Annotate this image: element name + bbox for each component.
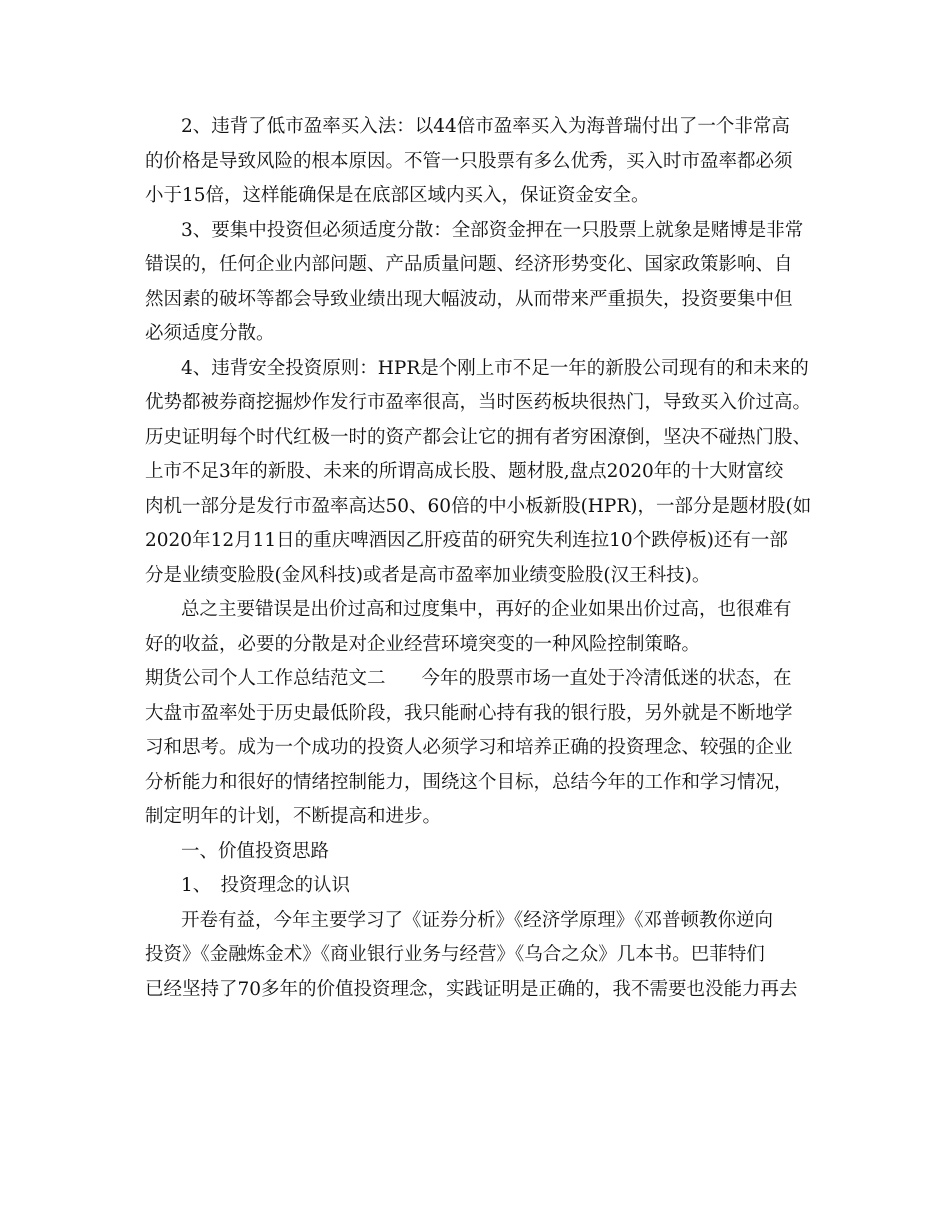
paragraph-line: 然因素的破坏等都会导致业绩出现大幅波动，从而带来严重损失，投资要集中但 [145, 288, 793, 310]
paragraph-line: 小于15倍，这样能确保是在底部区域内买入，保证资金安全。 [145, 185, 650, 206]
paragraph-line: 上市不足3年的新股、未来的所谓高成长股、题材股,盘点2020年的十大财富绞 [145, 461, 784, 482]
paragraph-line: 大盘市盈率处于历史最低阶段，我只能耐心持有我的银行股，另外就是不断地学 [145, 702, 793, 724]
paragraph-line: 分是业绩变脸股(金风科技)或者是高市盈率加业绩变脸股(汉王科技)。 [145, 564, 711, 586]
paragraph-line: 2、违背了低市盈率买入法：以44倍市盈率买入为海普瑞付出了一个非常高 [181, 116, 790, 137]
paragraph-line: 总之主要错误是出价过高和过度集中，再好的企业如果出价过高，也很难有 [181, 599, 792, 620]
paragraph-line: 肉机一部分是发行市盈率高达50、60倍的中小板新股(HPR)，一部分是题材股(如 [145, 495, 812, 517]
paragraph-line: 好的收益，必要的分散是对企业经营环境突变的一种风险控制策略。 [145, 633, 701, 655]
paragraph-line: 分析能力和很好的情绪控制能力，围绕这个目标，总结今年的工作和学习情况， [145, 771, 793, 793]
section-heading-title: 期货公司个人工作总结范文二 [145, 668, 386, 689]
paragraph-line: 习和思考。成为一个成功的投资人必须学习和培养正确的投资理念、较强的企业 [145, 737, 793, 758]
section-heading-line [145, 662, 810, 697]
paragraph-line: 已经坚持了70多年的价值投资理念，实践证明是正确的，我不需要也没能力再去 [145, 978, 798, 1000]
paragraph-line: 必须适度分散。 [145, 323, 275, 344]
paragraph-line: 4、违背安全投资原则：HPR是个刚上市不足一年的新股公司现有的和未来的 [181, 357, 809, 379]
paragraph-line: 投资》《金融炼金术》《商业银行业务与经营》《乌合之众》几本书。巴菲特们 [145, 944, 765, 965]
paragraph-line: 2020年12月11日的重庆啤酒因乙肝疫苗的研究失利连拉10个跌停板)还有一部 [145, 530, 788, 551]
paragraph-line: 制定明年的计划，不断提高和进步。 [145, 806, 442, 827]
document-body [145, 110, 810, 1007]
section-heading-continuation: 今年的股票市场一直处于冷清低迷的状态，在 [421, 668, 792, 689]
subheading-line: 1、 投资理念的认识 [181, 875, 351, 896]
subheading-line: 一、价值投资思路 [181, 840, 330, 862]
paragraph-line: 错误的，任何企业内部问题、产品质量问题、经济形势变化、国家政策影响、自 [145, 254, 793, 275]
paragraph-line: 历史证明每个时代红极一时的资产都会让它的拥有者穷困潦倒，坚决不碰热门股、 [145, 426, 812, 448]
paragraph-line: 优势都被券商挖掘炒作发行市盈率很高，当时医药板块很热门，导致买入价过高。 [145, 392, 812, 413]
paragraph-line: 3、要集中投资但必须适度分散：全部资金押在一只股票上就象是赌博是非常 [181, 219, 804, 241]
paragraph-line: 开卷有益，今年主要学习了《证券分析》《经济学原理》《邓普顿教你逆向 [181, 909, 774, 931]
paragraph-line: 的价格是导致风险的根本原因。不管一只股票有多么优秀，买入时市盈率都必须 [145, 150, 793, 172]
